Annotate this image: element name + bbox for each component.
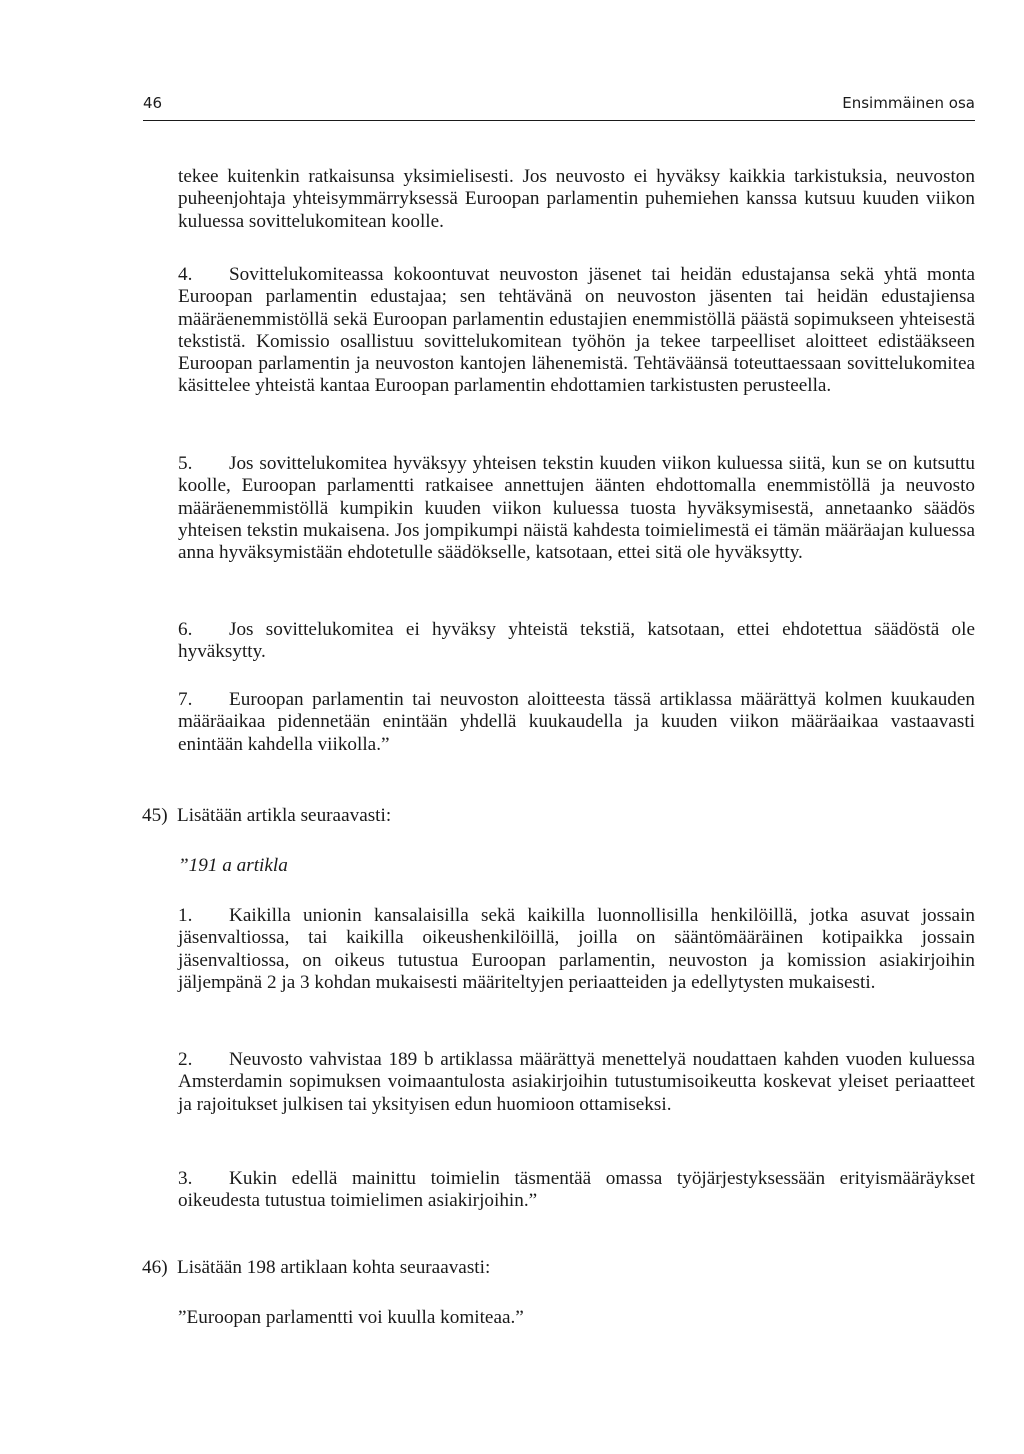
paragraph-number: 4. — [178, 264, 193, 285]
amendment-item-45 — [142, 805, 975, 827]
article-paragraph-2 — [178, 1049, 975, 1116]
paragraph-text: tekee kuitenkin ratkaisunsa yksimielisesti. Jos neuvosto ei hyväksy kaikkia tarkistuksia, neuvoston puheenjohtaja yhteisymmärryksessä Euroopan parlamentin puhemiehen kanssa kutsuu kuuden viikon kuluessa sovittelukomitean koolle. — [178, 166, 975, 232]
paragraph-number: 7. — [178, 689, 193, 710]
item-number: 45) — [142, 805, 168, 826]
page-header — [143, 92, 975, 121]
paragraph-number: 6. — [178, 619, 193, 640]
paragraph-text: Kukin edellä mainittu toimielin täsmentää omassa työjärjestyksessään erityismääräykset oikeudesta tutustua toimielimen asiakirjoihin.” — [178, 1168, 975, 1212]
paragraph-number: 5. — [178, 453, 193, 474]
item-text: Lisätään 198 artiklaan kohta seuraavasti: — [177, 1257, 491, 1278]
article-paragraph-3 — [178, 1168, 975, 1213]
paragraph-6 — [178, 619, 975, 664]
item-text: Lisätään artikla seuraavasti: — [177, 805, 392, 826]
section-title: Ensimmäinen osa — [842, 94, 975, 112]
amendment-item-46 — [142, 1257, 975, 1279]
paragraph-text: Jos sovittelukomitea hyväksyy yhteisen tekstin kuuden viikon kuluessa siitä, kun se on kutsuttu koolle, Euroopan parlamentti ratkaisee annettujen äänten ehdottomalla enemmistöllä ja neuvosto määräenemmistöllä kumpikin kuuden viikon kuluessa tuosta hyväksymisestä, annetaanko säädös yhteisen tekstin mukaisena. Jos jompikumpi näistä kahdesta toimielimestä ei tämän määräajan kuluessa anna hyväksymistään ehdotetulle säädökselle, katsotaan, ettei sitä ole hyväksytty. — [178, 453, 975, 564]
paragraph-4 — [178, 264, 975, 398]
article-paragraph-1 — [178, 905, 975, 994]
paragraph-text: Euroopan parlamentin tai neuvoston aloitteesta tässä artiklassa määrättyä kolmen kuukauden määräaikaa pidennetään enintään yhdellä kuukaudella ja kuuden viikon määräaikaa vastaavasti enintään kahdella viikolla.” — [178, 689, 975, 755]
item-number: 46) — [142, 1257, 168, 1278]
paragraph-continuation — [178, 166, 975, 233]
paragraph-5 — [178, 453, 975, 564]
paragraph-text: Kaikilla unionin kansalaisilla sekä kaikilla luonnollisilla henkilöillä, jotka asuvat jossain jäsenvaltiossa, tai kaikilla oikeushenkilöillä, joilla on sääntömääräinen kotipaikka jossain jäsenvaltiossa, on oikeus tutustua Euroopan parlamentin, neuvoston ja komission asiakirjoihin jäljempänä 2 ja 3 kohdan mukaisesti määriteltyjen periaatteiden ja edellytysten mukaisesti. — [178, 905, 975, 993]
paragraph-7 — [178, 689, 975, 756]
paragraph-number: 3. — [178, 1168, 193, 1189]
paragraph-text: Jos sovittelukomitea ei hyväksy yhteistä tekstiä, katsotaan, ettei ehdotettua säädöstä ole hyväksytty. — [178, 619, 975, 663]
paragraph-number: 1. — [178, 905, 193, 926]
article-heading: ”191 a artikla — [178, 855, 288, 876]
page-number: 46 — [143, 94, 163, 112]
paragraph-text: Neuvosto vahvistaa 189 b artiklassa määrättyä menettelyä noudattaen kahden vuoden kuluessa Amsterdamin sopimuksen voimaantulosta asiakirjoihin tutustumisoikeutta koskevat yleiset periaatteet ja rajoitukset julkisen tai yksityisen edun huomioon ottamiseksi. — [178, 1049, 975, 1115]
paragraph-text: Sovittelukomiteassa kokoontuvat neuvoston jäsenet tai heidän edustajansa sekä yhtä monta Euroopan parlamentin edustajaa; sen tehtävänä on neuvoston jäsenten tai heidän edustajiensa määräenemmistöllä sekä Euroopan parlamentin edustajien enemmistöllä päästä sopimukseen yhteisestä tekstistä. Komissio osallistuu sovittelukomitean työhön ja tekee tarpeelliset aloitteet edistääkseen Euroopan parlamentin ja neuvoston kantojen lähenemistä. Tehtäväänsä toteuttaessaan sovittelukomitea käsittelee yhteistä kantaa Euroopan parlamentin ehdottamien tarkistusten perusteella. — [178, 264, 975, 397]
paragraph-number: 2. — [178, 1049, 193, 1070]
closing-quote: ”Euroopan parlamentti voi kuulla komiteaa.” — [178, 1307, 524, 1328]
